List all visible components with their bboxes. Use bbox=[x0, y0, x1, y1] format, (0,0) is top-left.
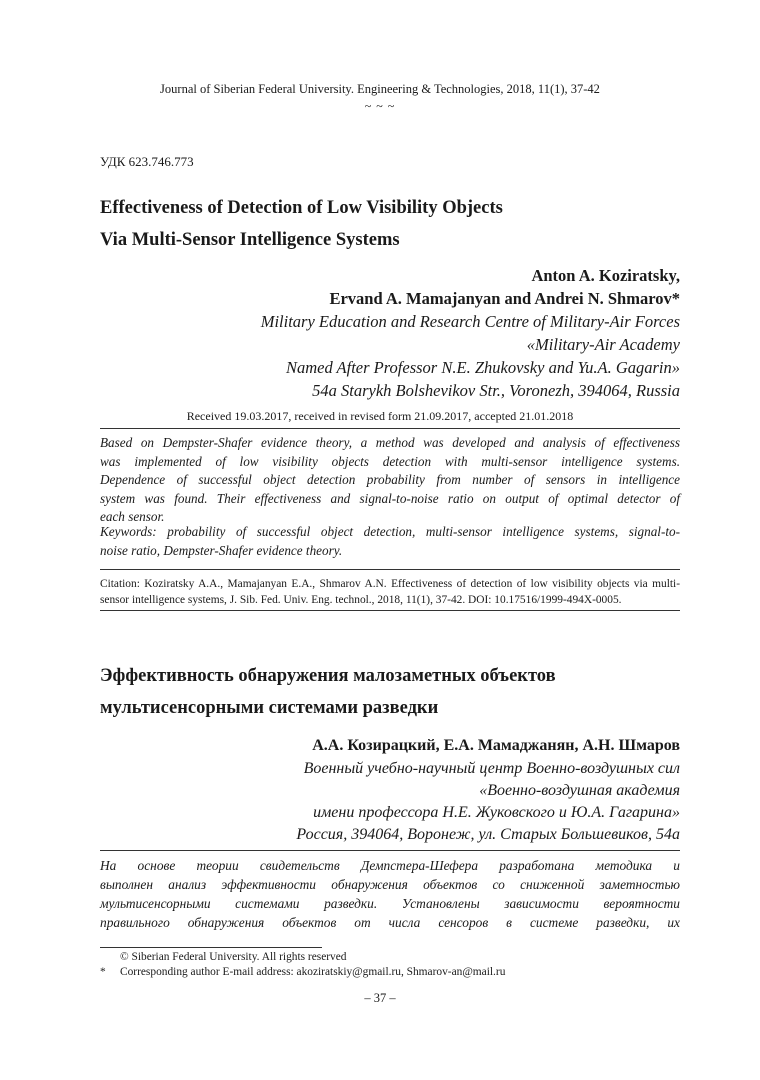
author-line: Ervand A. Mamajanyan and Andrei N. Shmarov* bbox=[329, 289, 680, 308]
abstract-line: правильного обнаружения объектов от числа сенсоров в системе разведки, их bbox=[100, 915, 680, 930]
russian-title bbox=[100, 660, 556, 724]
abstract-line: each sensor. bbox=[100, 509, 165, 524]
corresponding-footnote bbox=[100, 965, 505, 980]
english-abstract bbox=[100, 434, 680, 527]
keywords-line: noise ratio, Dempster-Shafer evidence theory. bbox=[100, 542, 343, 558]
copyright-text: © Siberian Federal University. All rights reserved bbox=[120, 951, 347, 963]
english-title bbox=[100, 192, 503, 256]
citation-line: Citation: Koziratsky A.A., Mamajanyan E.A., Shmarov A.N. Effectiveness of detection of low visibility objects via multi- bbox=[100, 578, 680, 590]
russian-title-line: мультисенсорными системами разведки bbox=[100, 698, 439, 718]
affiliation-line: «Military-Air Academy bbox=[526, 335, 680, 354]
affiliation-line: имени профессора Н.Е. Жуковского и Ю.А. Гагарина» bbox=[313, 804, 680, 821]
citation-bottom-rule bbox=[100, 610, 680, 611]
affiliation-line: Military Education and Research Centre of Military-Air Forces bbox=[260, 312, 680, 331]
affiliation-line: Военный учебно-научный центр Военно-воздушных сил bbox=[303, 760, 680, 777]
udk-code: УДК 623.746.773 bbox=[100, 154, 194, 169]
english-authors bbox=[329, 264, 680, 310]
russian-abstract-top-rule bbox=[100, 850, 680, 851]
english-affiliation bbox=[261, 310, 680, 402]
abstract-line: was implemented of low visibility objects detection with multi-sensor intelligence systems. bbox=[100, 453, 680, 469]
english-title-line: Effectiveness of Detection of Low Visibility Objects bbox=[100, 198, 503, 218]
affiliation-line: «Военно-воздушная академия bbox=[479, 782, 680, 799]
abstract-line: Dependence of successful object detection probability from number of sensors in intelligence bbox=[100, 472, 680, 487]
page-number: – 37 – bbox=[364, 991, 396, 1005]
citation-line: sensor intelligence systems, J. Sib. Fed. Univ. Eng. technol., 2018, 11(1), 37-42. DOI: 10.17516/1999-494X-0005. bbox=[100, 594, 622, 606]
russian-title-line: Эффективность обнаружения малозаметных объектов bbox=[100, 666, 556, 686]
abstract-line: Based on Dempster-Shafer evidence theory, a method was developed and analysis of effectiveness bbox=[100, 435, 680, 450]
footnote-rule bbox=[100, 947, 322, 948]
abstract-line: На основе теории свидетельств Демпстера-Шефера разработана методика и bbox=[100, 858, 680, 873]
received-dates: Received 19.03.2017, received in revised form 21.09.2017, accepted 21.01.2018 bbox=[186, 409, 574, 423]
affiliation-line: Россия, 394064, Воронеж, ул. Старых Большевиков, 54а bbox=[296, 826, 680, 843]
citation-top-rule bbox=[100, 569, 680, 570]
russian-authors: А.А. Козирацкий, Е.А. Мамаджанян, А.Н. Шмаров bbox=[312, 737, 680, 754]
affiliation-line: 54a Starykh Bolshevikov Str., Voronezh, 394064, Russia bbox=[312, 381, 680, 400]
abstract-line: system was found. Their effectiveness and signal-to-noise ratio on output of optimal detector of bbox=[100, 490, 680, 506]
corresponding-author-text: Corresponding author E-mail address: akoziratskiy@gmail.ru, Shmarov-an@mail.ru bbox=[120, 966, 506, 978]
footnote-marker: * bbox=[100, 966, 106, 978]
keywords-line: Keywords: probability of successful object detection, multi-sensor intelligence systems, signal-to- bbox=[100, 524, 680, 539]
english-keywords bbox=[100, 523, 680, 560]
russian-abstract bbox=[100, 856, 680, 932]
abstract-line: мультисенсорными системами разведки. Установлены зависимости вероятности bbox=[100, 896, 680, 911]
english-title-line: Via Multi-Sensor Intelligence Systems bbox=[100, 230, 400, 250]
citation bbox=[100, 576, 680, 608]
abstract-line: выполнен анализ эффективности обнаружения объектов со сниженной заметностью bbox=[100, 877, 680, 892]
author-line: Anton A. Koziratsky, bbox=[531, 266, 680, 285]
abstract-top-rule bbox=[100, 428, 680, 429]
russian-affiliation bbox=[296, 758, 680, 846]
affiliation-line: Named After Professor N.E. Zhukovsky and Yu.A. Gagarin» bbox=[285, 358, 680, 377]
copyright-footnote bbox=[100, 950, 347, 965]
journal-header: Journal of Siberian Federal University. Engineering & Technologies, 2018, 11(1), 37-42 bbox=[160, 82, 600, 96]
header-ornament: ~ ~ ~ bbox=[364, 99, 396, 113]
